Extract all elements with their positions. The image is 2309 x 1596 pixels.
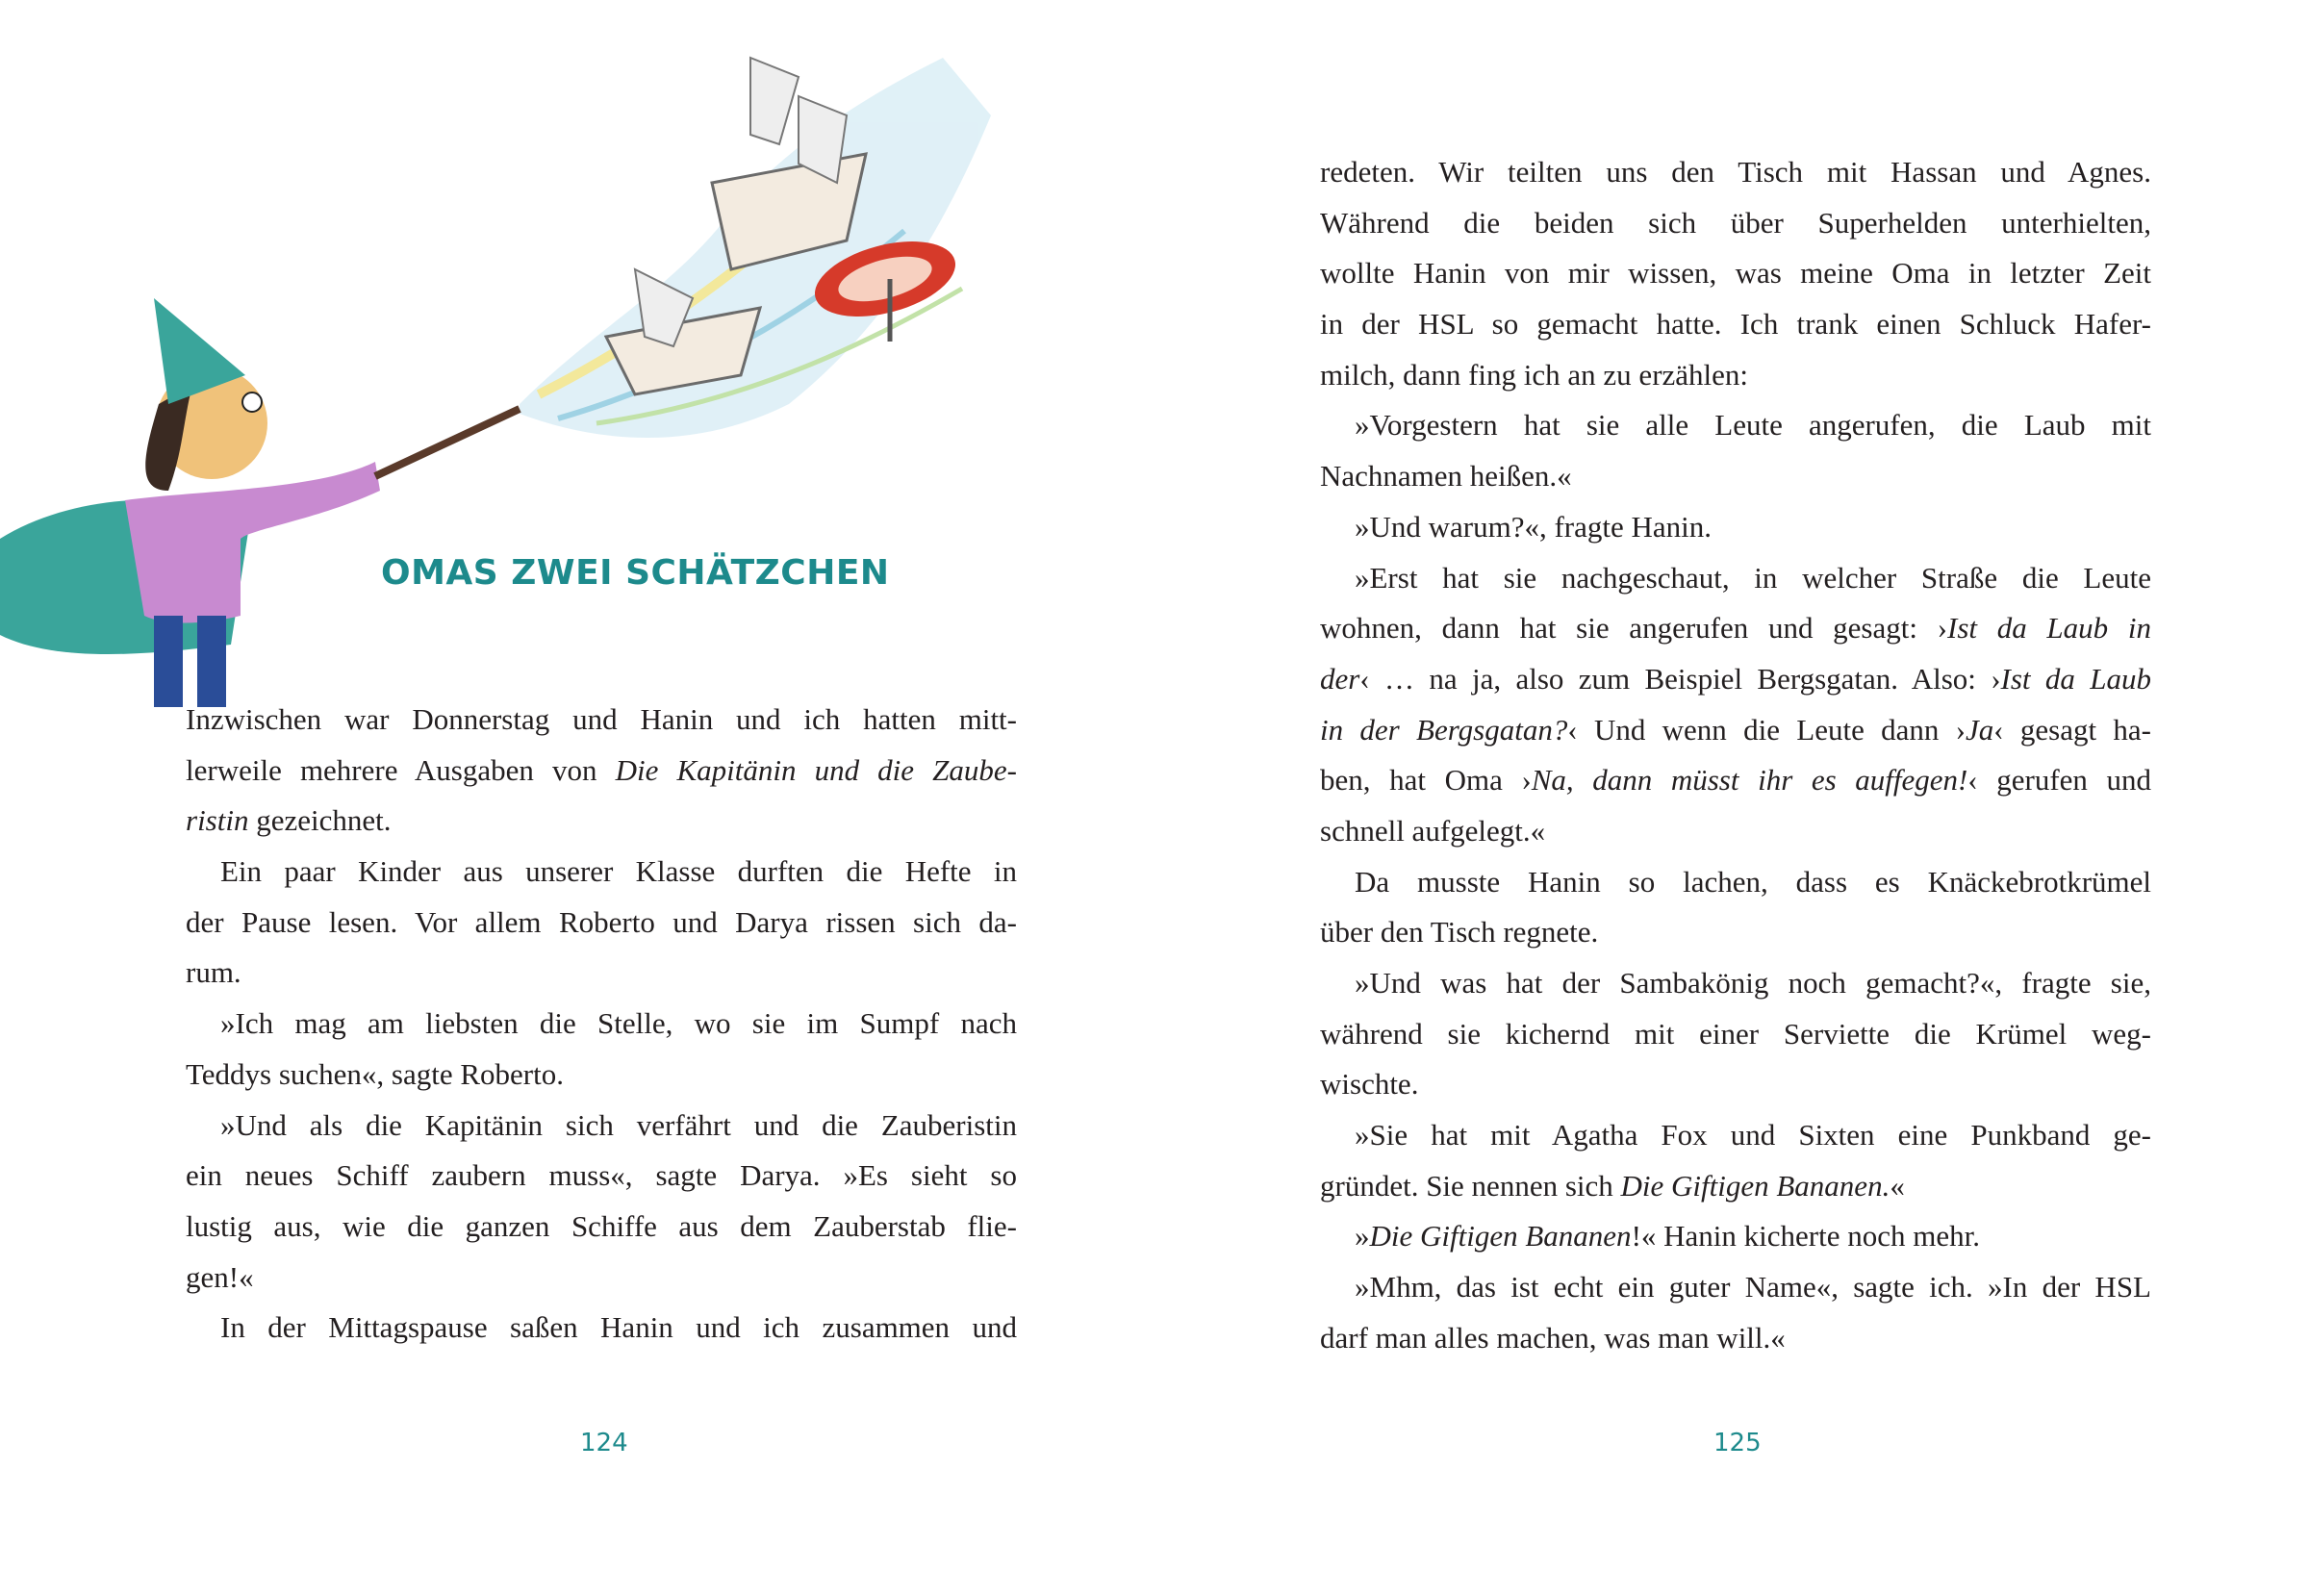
italic-text: Die Giftigen Bananen.	[1620, 1168, 1890, 1203]
text-segment: »Vorgestern hat sie alle Leute angerufen, die Laub mit	[1355, 408, 2151, 443]
right-text-column	[1320, 147, 2151, 1364]
text-line	[186, 1253, 1017, 1304]
text-segment: ‹ Und wenn die Leute dann ›	[1567, 712, 1966, 747]
text-segment: rum.	[186, 955, 241, 990]
text-line	[1320, 603, 2151, 654]
italic-text: Ja	[1966, 712, 1994, 747]
italic-text: Die Kapitänin und die Zaube-	[615, 752, 1017, 787]
wizard-girl	[0, 298, 520, 707]
text-segment: milch, dann fing ich an zu erzählen:	[1320, 357, 1749, 392]
text-line	[186, 1303, 1017, 1354]
text-line	[1320, 1009, 2151, 1060]
text-line	[1320, 350, 2151, 401]
text-segment: wischte.	[1320, 1067, 1419, 1102]
text-line	[186, 695, 1017, 746]
text-segment: Ein paar Kinder aus unserer Klasse durften die Hefte in	[220, 854, 1017, 889]
chapter-title: OMAS ZWEI SCHÄTZCHEN	[381, 553, 890, 593]
text-line	[186, 948, 1017, 999]
text-line	[1320, 451, 2151, 502]
text-segment: »	[1355, 1219, 1370, 1254]
text-line	[1320, 299, 2151, 350]
text-segment: !« Hanin kicherte noch mehr.	[1631, 1219, 1980, 1254]
text-line	[1320, 553, 2151, 604]
text-segment: darf man alles machen, was man will.«	[1320, 1320, 1786, 1355]
text-segment: während sie kichernd mit einer Serviette die Krümel weg-	[1320, 1016, 2151, 1051]
text-line	[1320, 654, 2151, 705]
text-segment: schnell aufgelegt.«	[1320, 813, 1546, 848]
text-segment: «	[1890, 1168, 1905, 1203]
text-line	[1320, 907, 2151, 958]
italic-text: in der Bergsgatan?	[1320, 712, 1568, 747]
text-segment: »Und warum?«, fragte Hanin.	[1355, 509, 1713, 544]
italic-text: ristin	[186, 803, 249, 838]
left-text-column	[186, 695, 1017, 1354]
text-segment: Teddys suchen«, sagte Roberto.	[186, 1056, 564, 1091]
text-segment: lustig aus, wie die ganzen Schiffe aus dem Zauberstab flie-	[186, 1208, 1017, 1243]
text-segment: »Mhm, das ist echt ein guter Name«, sagte ich. »In der HSL	[1355, 1270, 2151, 1305]
text-segment: über den Tisch regnete.	[1320, 915, 1599, 950]
text-segment: Nachnamen heißen.«	[1320, 459, 1572, 494]
text-segment: ben, hat Oma ›	[1320, 763, 1532, 798]
text-segment: gezeichnet.	[248, 803, 392, 838]
text-segment: gen!«	[186, 1259, 254, 1294]
text-segment: »Und als die Kapitänin sich verfährt und die Zauberistin	[220, 1107, 1017, 1142]
text-line	[1320, 1110, 2151, 1161]
text-line	[186, 1101, 1017, 1152]
left-page	[0, 0, 1154, 1596]
text-line	[186, 746, 1017, 797]
text-line	[1320, 857, 2151, 908]
text-line	[1320, 1313, 2151, 1364]
text-segment: ein neues Schiff zaubern muss«, sagte Darya. »Es sieht so	[186, 1158, 1017, 1193]
text-line	[1320, 958, 2151, 1009]
text-line	[186, 847, 1017, 898]
page-number: 124	[580, 1429, 628, 1457]
text-line	[186, 898, 1017, 949]
text-segment: wohnen, dann hat sie angerufen und gesagt: ›	[1320, 611, 1947, 646]
text-line	[1320, 198, 2151, 249]
italic-text: Ist da Laub	[2000, 661, 2151, 696]
text-segment: lerweile mehrere Ausgaben von	[186, 752, 616, 787]
text-segment: »Und was hat der Sambakönig noch gemacht?«, fragte sie,	[1355, 966, 2151, 1000]
text-line	[1320, 1161, 2151, 1212]
text-line	[1320, 1211, 2151, 1262]
page-number: 125	[1713, 1429, 1762, 1457]
text-segment: »Sie hat mit Agatha Fox und Sixten eine Punkband ge-	[1355, 1118, 2151, 1153]
italic-text: Die Giftigen Bananen	[1369, 1219, 1632, 1254]
wizard-girl-illustration	[0, 38, 1020, 712]
text-segment: ‹ … na ja, also zum Beispiel Bergsgatan. Also: ›	[1359, 661, 2001, 696]
text-segment: in der HSL so gemacht hatte. Ich trank einen Schluck Hafer-	[1320, 307, 2151, 342]
text-segment: der Pause lesen. Vor allem Roberto und Darya rissen sich da-	[186, 904, 1017, 939]
text-line	[1320, 806, 2151, 857]
text-line	[1320, 755, 2151, 806]
text-segment: Inzwischen war Donnerstag und Hanin und ich hatten mitt-	[186, 702, 1017, 736]
text-line	[1320, 502, 2151, 553]
text-segment: ‹ gesagt ha-	[1993, 712, 2151, 747]
text-segment: ‹ gerufen und	[1967, 763, 2151, 798]
text-line	[186, 796, 1017, 847]
text-line	[1320, 248, 2151, 299]
text-line	[1320, 1059, 2151, 1110]
text-segment: In der Mittagspause saßen Hanin und ich zusammen und	[220, 1310, 1017, 1345]
text-segment: redeten. Wir teilten uns den Tisch mit Hassan und Agnes.	[1320, 155, 2151, 189]
text-line	[186, 1202, 1017, 1253]
text-segment: Während die beiden sich über Superhelden unterhielten,	[1320, 205, 2151, 240]
text-line	[186, 999, 1017, 1050]
text-segment: »Ich mag am liebsten die Stelle, wo sie im Sumpf nach	[220, 1006, 1017, 1041]
text-segment: Da musste Hanin so lachen, dass es Knäckebrotkrümel	[1355, 864, 2151, 899]
text-segment: gründet. Sie nennen sich	[1320, 1168, 1621, 1203]
text-line	[1320, 147, 2151, 198]
text-line	[1320, 705, 2151, 756]
italic-text: Ist da Laub in	[1947, 611, 2151, 646]
text-line	[1320, 1262, 2151, 1313]
text-segment: wollte Hanin von mir wissen, was meine Oma in letzter Zeit	[1320, 256, 2151, 291]
italic-text: der	[1320, 661, 1360, 696]
text-line	[186, 1050, 1017, 1101]
text-segment: »Erst hat sie nachgeschaut, in welcher Straße die Leute	[1355, 560, 2151, 595]
italic-text: Na, dann müsst ihr es auffegen!	[1531, 763, 1968, 798]
text-line	[1320, 400, 2151, 451]
text-line	[186, 1151, 1017, 1202]
